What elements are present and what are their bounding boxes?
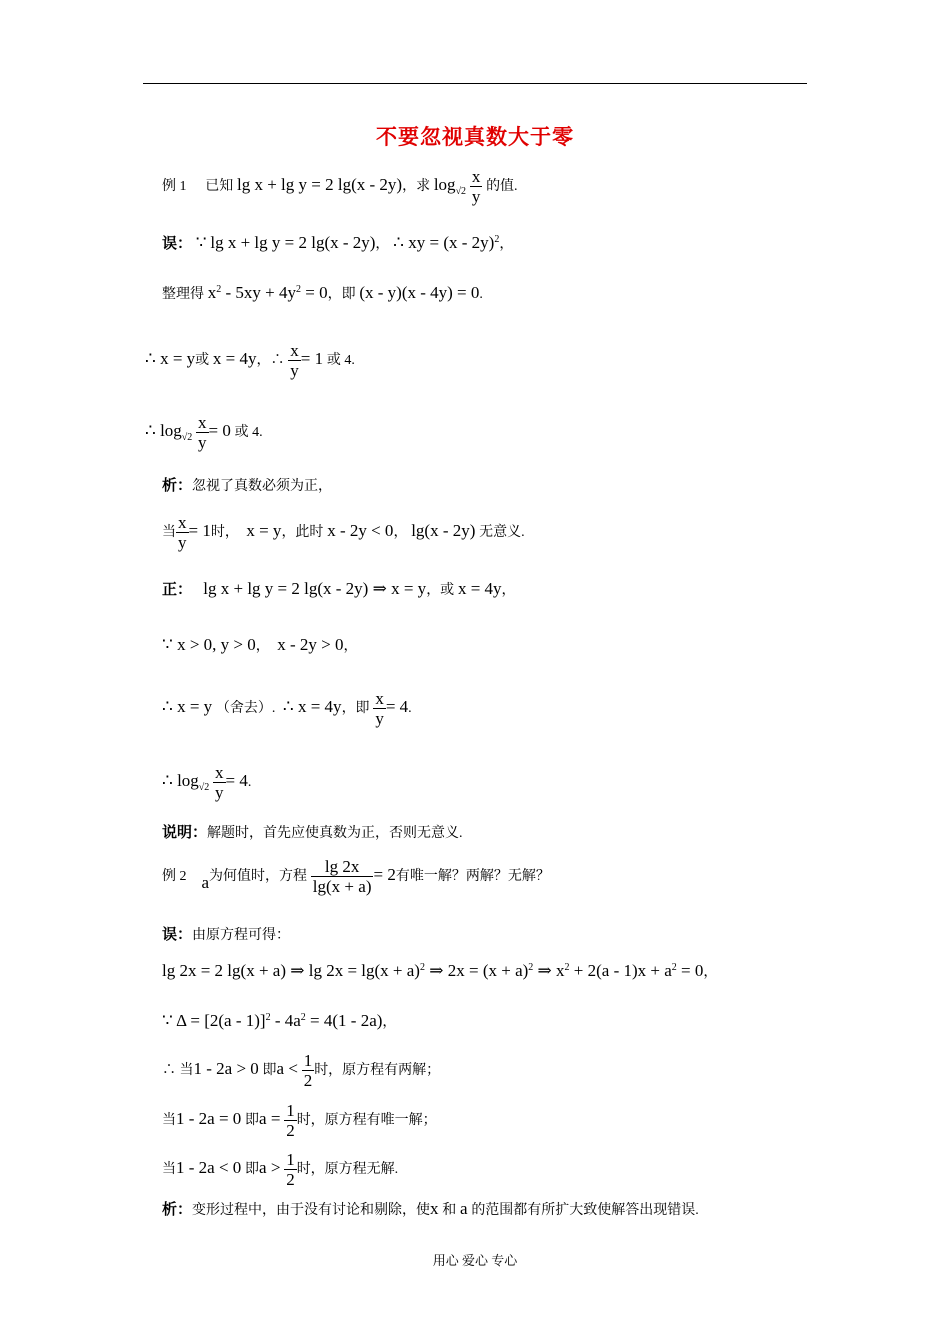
l4-a: ∴ log <box>145 420 182 440</box>
l3-c: ，∴ <box>256 352 285 368</box>
end: ， <box>382 1015 397 1030</box>
that-is: ，即 <box>327 287 356 302</box>
wrong-2-case-3 <box>162 1151 398 1188</box>
frac-num: x <box>290 341 299 360</box>
l3-or: 或 <box>195 352 210 368</box>
when: 当 <box>162 524 176 540</box>
res-a: ∴ x = y <box>162 696 213 716</box>
chain-a: lg 2x = 2 lg(x + a) ⇒ lg 2x = lg(x + a) <box>162 961 420 980</box>
half-fraction <box>284 1102 297 1139</box>
sep: ， <box>375 237 390 252</box>
discard: （舍去）. <box>215 700 276 716</box>
header-rule <box>143 83 807 84</box>
final-a: ∴ log <box>162 770 199 790</box>
example-1-statement <box>162 168 518 205</box>
l3-b: x = 4y <box>212 348 257 368</box>
log-base: √2 <box>455 185 467 197</box>
target-tail: 的值. <box>486 178 518 194</box>
chain-b: ⇒ 2x = (x + a) <box>424 961 529 980</box>
arrange-eq-c: = 0 <box>301 283 328 302</box>
cond-a: ∵ x > 0, y > 0 <box>162 635 256 654</box>
sq: 2 <box>300 1012 306 1023</box>
and: 和 <box>442 1203 457 1218</box>
num: 1 <box>286 1150 295 1169</box>
delta-c: = 4(1 - 2a) <box>305 1011 383 1030</box>
example-1-label: 例 1 <box>162 178 187 194</box>
note-text: 解题时，首先应使真数为正，否则无意义. <box>207 826 463 841</box>
sq: 2 <box>564 962 570 973</box>
correct-1-line-1 <box>162 580 516 598</box>
c1-d: a < <box>276 1058 298 1078</box>
log-base: √2 <box>181 431 193 443</box>
frac-den: y <box>198 433 207 452</box>
dot: . <box>479 287 483 302</box>
c2-a: 当 <box>162 1112 176 1128</box>
wrong-2-delta <box>162 1012 396 1030</box>
analysis-label: 析： <box>162 1202 193 1218</box>
frac-num: x <box>178 513 187 532</box>
note-line <box>162 826 463 841</box>
correct-label: 正： <box>162 582 193 598</box>
wrong-2-case-1 <box>162 1052 440 1089</box>
q2: 有唯一解？两解？无解？ <box>395 868 550 884</box>
var-a: a <box>460 1199 468 1218</box>
sq: 2 <box>671 962 677 973</box>
arrange-eq-b: - 5xy + 4y <box>221 283 296 302</box>
wrong-1-line-4 <box>145 414 263 451</box>
wrong-label: 误： <box>162 927 193 943</box>
then: ，此时 <box>281 524 324 540</box>
frac-den: y <box>215 783 224 802</box>
frac-num: x <box>375 689 384 708</box>
c1-e: 时，原方程有两解； <box>314 1062 441 1078</box>
q1: 为何值时，方程 <box>209 868 308 884</box>
analysis-text: 忽视了真数必须为正， <box>192 479 333 494</box>
target-fraction <box>470 168 483 205</box>
lg-expr: lg(x - 2y) <box>411 520 476 540</box>
var-x: x <box>430 1199 439 1218</box>
den: 2 <box>286 1170 295 1189</box>
arrange-exp1: 2 <box>216 284 222 295</box>
wrong-1-line-1 <box>162 234 513 252</box>
den: 2 <box>286 1121 295 1140</box>
frac-den: y <box>290 361 299 380</box>
ineq: x - 2y < 0 <box>327 520 394 540</box>
c2-d: a = <box>259 1108 281 1128</box>
sq: 2 <box>528 962 534 973</box>
given-equation: lg x + lg y = 2 lg(x - 2y) <box>237 174 403 194</box>
l3-a: ∴ x = y <box>145 348 196 368</box>
frac-den: y <box>471 187 481 206</box>
chain-e: = 0 <box>676 961 704 980</box>
c3-a: 当 <box>162 1161 176 1177</box>
dot: . <box>247 774 252 790</box>
page-footer: 用心 爱心 专心 <box>432 1253 518 1268</box>
res-b: ∴ x = 4y <box>282 696 342 716</box>
log-base: √2 <box>198 781 210 793</box>
half-fraction <box>284 1151 297 1188</box>
target-log: log <box>433 174 456 194</box>
l4-fraction <box>196 414 209 451</box>
c2-b: 1 - 2a = 0 <box>176 1108 242 1128</box>
correct-alt: x = 4y <box>457 579 502 598</box>
chain-c: ⇒ x <box>533 961 565 980</box>
eq-two: = 2 <box>373 864 396 884</box>
analysis-label: 析： <box>162 478 193 494</box>
sq: 2 <box>419 962 425 973</box>
c3-b: 1 - 2a < 0 <box>176 1157 242 1177</box>
wrong-text: 由原方程可得： <box>192 928 291 943</box>
correct-eq: lg x + lg y = 2 lg(x - 2y) ⇒ x = y <box>203 579 427 598</box>
example-2-label: 例 2 <box>162 868 187 884</box>
t1: 变形过程中，由于没有讨论和剔除，使 <box>192 1203 431 1218</box>
example-2-statement <box>162 858 550 895</box>
arrange-text: 整理得 <box>162 287 204 302</box>
wrong-2-line-1 <box>162 928 290 943</box>
frac-den: y <box>178 533 187 552</box>
when-tail: 时， <box>210 524 239 540</box>
frac-num: x <box>471 167 481 186</box>
num: 1 <box>286 1101 295 1120</box>
c3-c: 即 <box>245 1161 260 1177</box>
frac-den: y <box>375 709 384 728</box>
given-text: 已知 <box>205 178 234 194</box>
den: 2 <box>303 1071 313 1090</box>
eq-fraction <box>311 858 374 895</box>
correct-1-line-2 <box>162 636 358 654</box>
c3-d: a > <box>259 1157 281 1177</box>
c2-e: 时，原方程有唯一解； <box>296 1112 437 1128</box>
c1-fraction <box>373 690 386 727</box>
arrange-exp2: 2 <box>296 284 301 295</box>
den: lg(x + a) <box>312 877 372 896</box>
wrong-2-case-2 <box>162 1102 437 1139</box>
factored-eq: (x - y)(x - 4y) = 0 <box>359 283 480 302</box>
wrong-1-line-2 <box>162 284 483 302</box>
analysis-1-line-1 <box>162 479 332 494</box>
l3-d: = 1 <box>300 348 324 368</box>
l3-e: 或 4. <box>326 352 355 368</box>
that-is: ，即 <box>341 700 370 716</box>
exp: 2 <box>494 234 500 245</box>
end: ， <box>703 965 718 980</box>
frac-num: x <box>198 413 207 432</box>
end: ， <box>343 639 358 654</box>
sep: ， <box>255 639 270 654</box>
since-symbol: ∵ <box>195 233 207 252</box>
frac-num: x <box>215 763 224 782</box>
correct-1-line-3 <box>162 690 412 727</box>
num: 1 <box>303 1051 313 1070</box>
xy: x = y <box>246 520 282 540</box>
find-text: ，求 <box>402 178 431 194</box>
correct-or: ，或 <box>426 583 455 598</box>
note-label: 说明： <box>162 825 208 841</box>
final-b: = 4 <box>225 770 248 790</box>
delta-b: - 4a <box>270 1011 301 1030</box>
half-fraction <box>302 1052 315 1089</box>
end: ， <box>499 237 514 252</box>
num: lg 2x <box>311 858 374 877</box>
c2-c: 即 <box>245 1112 260 1128</box>
correct-1-line-4 <box>162 764 251 801</box>
sq: 2 <box>265 1012 271 1023</box>
var-a: a <box>201 872 210 892</box>
page-title: 不要忽视真数大于零 <box>376 125 574 149</box>
dot: . <box>408 700 412 716</box>
chain-d: + 2(a - 1)x + a <box>569 961 672 980</box>
l4-b: = 0 <box>208 420 231 440</box>
wrong-label: 误： <box>162 236 193 252</box>
wrong-therefore: ∴ xy = (x - 2y) <box>393 233 495 252</box>
final-fraction <box>213 764 226 801</box>
c3-e: 时，原方程无解. <box>296 1161 399 1177</box>
c1-b: 1 - 2a > 0 <box>193 1058 259 1078</box>
delta-a: ∵ Δ = [2(a - 1)] <box>162 1011 266 1030</box>
cond-b: x - 2y > 0 <box>277 635 344 654</box>
c1-c: 即 <box>262 1062 277 1078</box>
l4-c: 或 4. <box>234 424 263 440</box>
c1-a: ∴ 当 <box>162 1062 194 1078</box>
analysis-1-line-2 <box>162 514 525 551</box>
a1-fraction <box>176 514 189 551</box>
arrange-eq-a: x <box>207 283 217 302</box>
meaningless: 无意义. <box>479 524 525 540</box>
wrong-1-line-3 <box>145 342 355 379</box>
eq-one: = 1 <box>188 520 211 540</box>
res-c: = 4 <box>385 696 409 716</box>
wrong-eq1: lg x + lg y = 2 lg(x - 2y) <box>210 233 376 252</box>
analysis-2-line <box>162 1200 699 1218</box>
sep: ， <box>393 524 408 540</box>
l3-fraction <box>288 342 301 379</box>
end: ， <box>501 583 516 598</box>
t2: 的范围都有所扩大致使解答出现错误. <box>471 1203 699 1218</box>
wrong-2-chain <box>162 962 717 980</box>
